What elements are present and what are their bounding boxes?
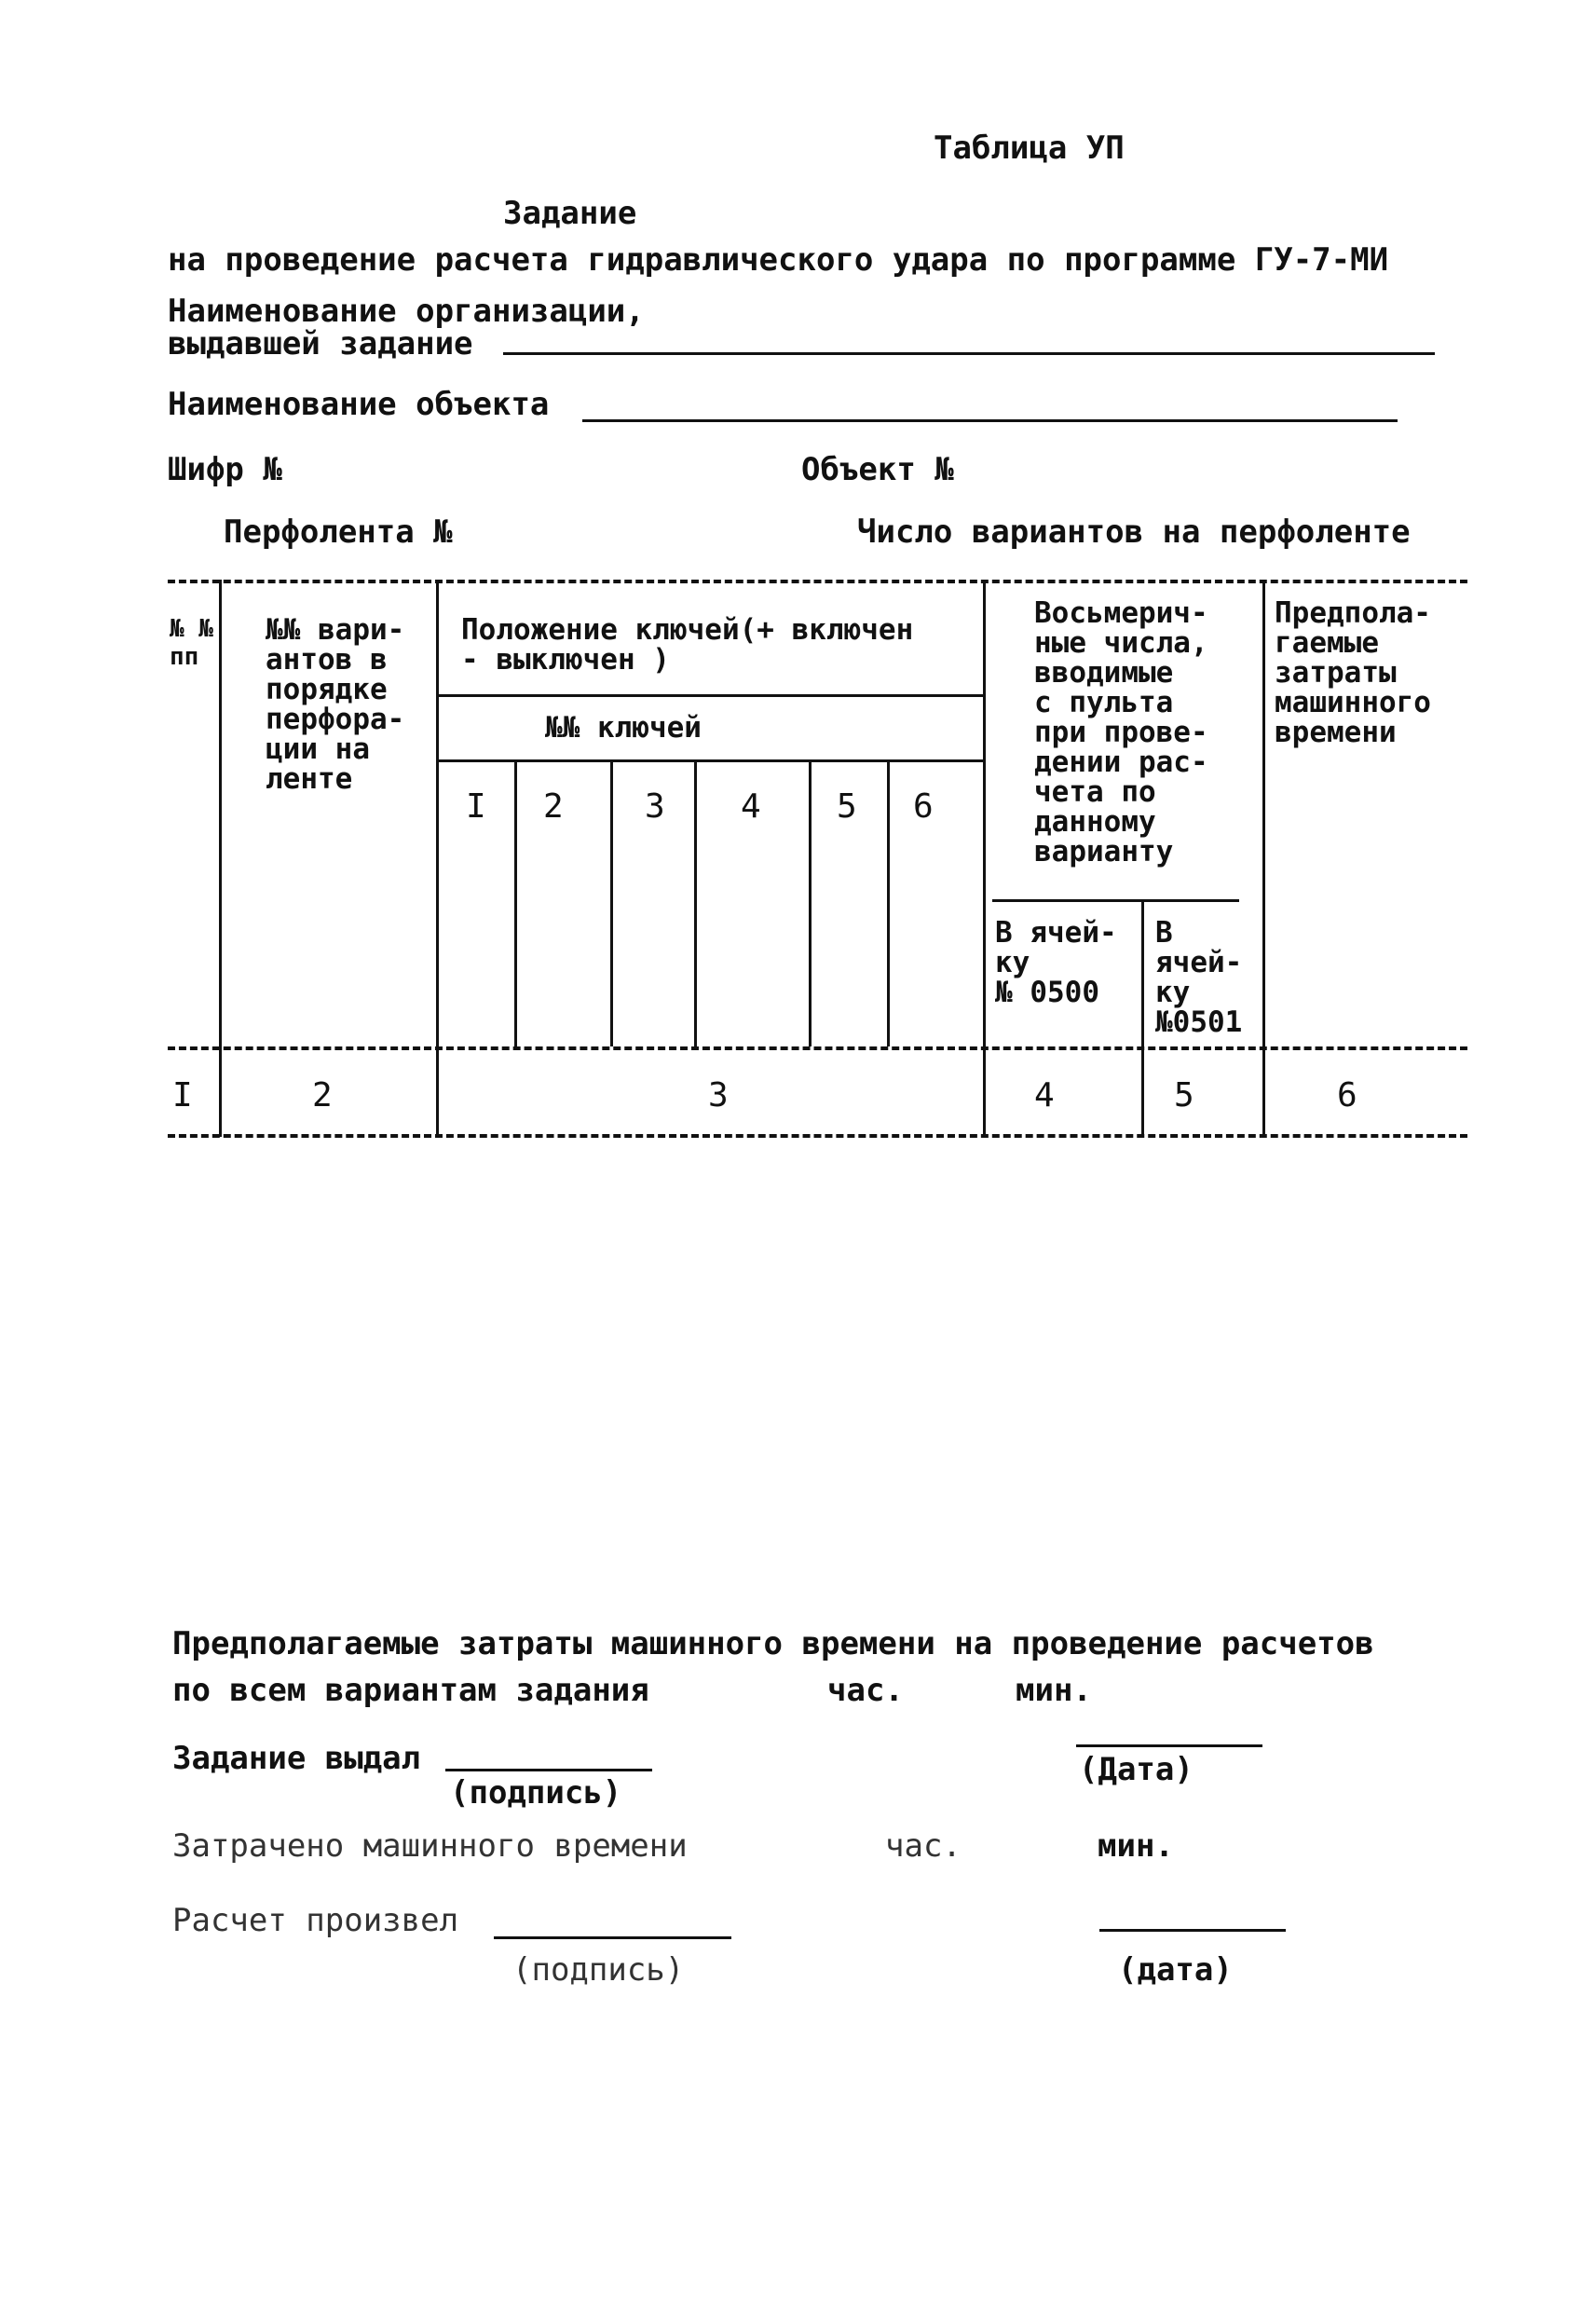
- signature-caption-2: (подпись): [512, 1951, 685, 1989]
- col2-header: №№ вари- антов в порядке перфора- ции на ленте: [266, 613, 405, 796]
- col-number-6: 6: [1337, 1076, 1357, 1114]
- key-2: 2: [543, 787, 564, 826]
- col-number-5: 5: [1174, 1076, 1194, 1114]
- keys-header-rule: [436, 694, 983, 697]
- col-number-3: 3: [708, 1076, 729, 1114]
- key-divider-1: [514, 759, 517, 1046]
- key-divider-2: [610, 759, 613, 1046]
- date-caption-2: (дата): [1118, 1951, 1233, 1989]
- estimate-line1: Предполагаемые затраты машинного времени на проведение расчетов: [172, 1625, 1374, 1662]
- key-3: 3: [645, 787, 665, 826]
- col3-header: Положение ключей(+ включен - выключен ): [461, 613, 914, 677]
- document-title: Задание: [503, 195, 637, 232]
- table-header-bottom-rule: [168, 1046, 1467, 1050]
- col4-header: В ячей- ку № 0500: [995, 916, 1117, 1009]
- performed-signature-line: [494, 1936, 731, 1939]
- estimate-minutes-label: мин.: [1016, 1672, 1092, 1709]
- variants-count-label: Число вариантов на перфоленте: [857, 513, 1411, 551]
- key-divider-4: [809, 759, 812, 1046]
- issued-date-line: [1076, 1744, 1262, 1747]
- col6-header: Предпола- гаемые затраты машинного времени: [1275, 596, 1431, 749]
- issued-label: Задание выдал: [172, 1740, 421, 1777]
- key-divider-3: [694, 759, 697, 1046]
- org-label-line2: выдавшей задание: [168, 325, 473, 362]
- spent-minutes-label: мин.: [1098, 1827, 1174, 1865]
- col-number-4: 4: [1034, 1076, 1055, 1114]
- col-divider-4: [1141, 902, 1144, 1137]
- keys-numbers-rule: [436, 759, 983, 762]
- object-name-field-line: [582, 419, 1398, 422]
- col-divider-2: [436, 580, 439, 1137]
- spent-hours-label: час.: [885, 1827, 962, 1865]
- col-divider-5: [1262, 580, 1265, 1137]
- org-label-line1: Наименование организации,: [168, 293, 645, 330]
- org-field-line: [503, 352, 1435, 355]
- col3-sub-header: №№ ключей: [545, 711, 702, 745]
- col-divider-3: [983, 580, 986, 1137]
- object-name-label: Наименование объекта: [168, 386, 550, 423]
- cipher-label: Шифр №: [168, 451, 282, 488]
- issued-signature-line: [445, 1769, 652, 1771]
- table-label: Таблица УП: [934, 130, 1125, 167]
- document-subtitle: на проведение расчета гидравлического удара по программе ГУ-7-МИ: [168, 241, 1389, 279]
- key-6: 6: [913, 787, 934, 826]
- table-top-rule: [168, 580, 1467, 583]
- col5-header: В ячей- ку №0501: [1155, 916, 1243, 1039]
- col45-header: Восьмерич- ные числа, вводимые с пульта при прове- дении рас- чета по данному варианту: [1034, 596, 1208, 868]
- estimate-hours-label: час.: [827, 1672, 904, 1709]
- signature-caption: (подпись): [450, 1774, 622, 1812]
- date-caption: (Дата): [1079, 1751, 1194, 1788]
- performed-date-line: [1099, 1929, 1286, 1932]
- key-4: 4: [741, 787, 761, 826]
- col1-header: № № пп: [170, 615, 213, 671]
- col-number-2: 2: [312, 1076, 333, 1114]
- tape-label: Перфолента №: [224, 513, 453, 551]
- performed-label: Расчет произвел: [172, 1902, 459, 1939]
- estimate-line2: по всем вариантам задания: [172, 1672, 649, 1709]
- col-number-1: I: [172, 1076, 193, 1114]
- object-no-label: Объект №: [801, 451, 954, 488]
- key-divider-5: [887, 759, 890, 1046]
- spent-label: Затрачено машинного времени: [172, 1827, 688, 1865]
- octal-subheader-rule: [992, 899, 1239, 902]
- key-1: I: [466, 787, 486, 826]
- key-5: 5: [837, 787, 857, 826]
- col-divider-1: [219, 580, 222, 1137]
- table-bottom-rule: [168, 1134, 1467, 1138]
